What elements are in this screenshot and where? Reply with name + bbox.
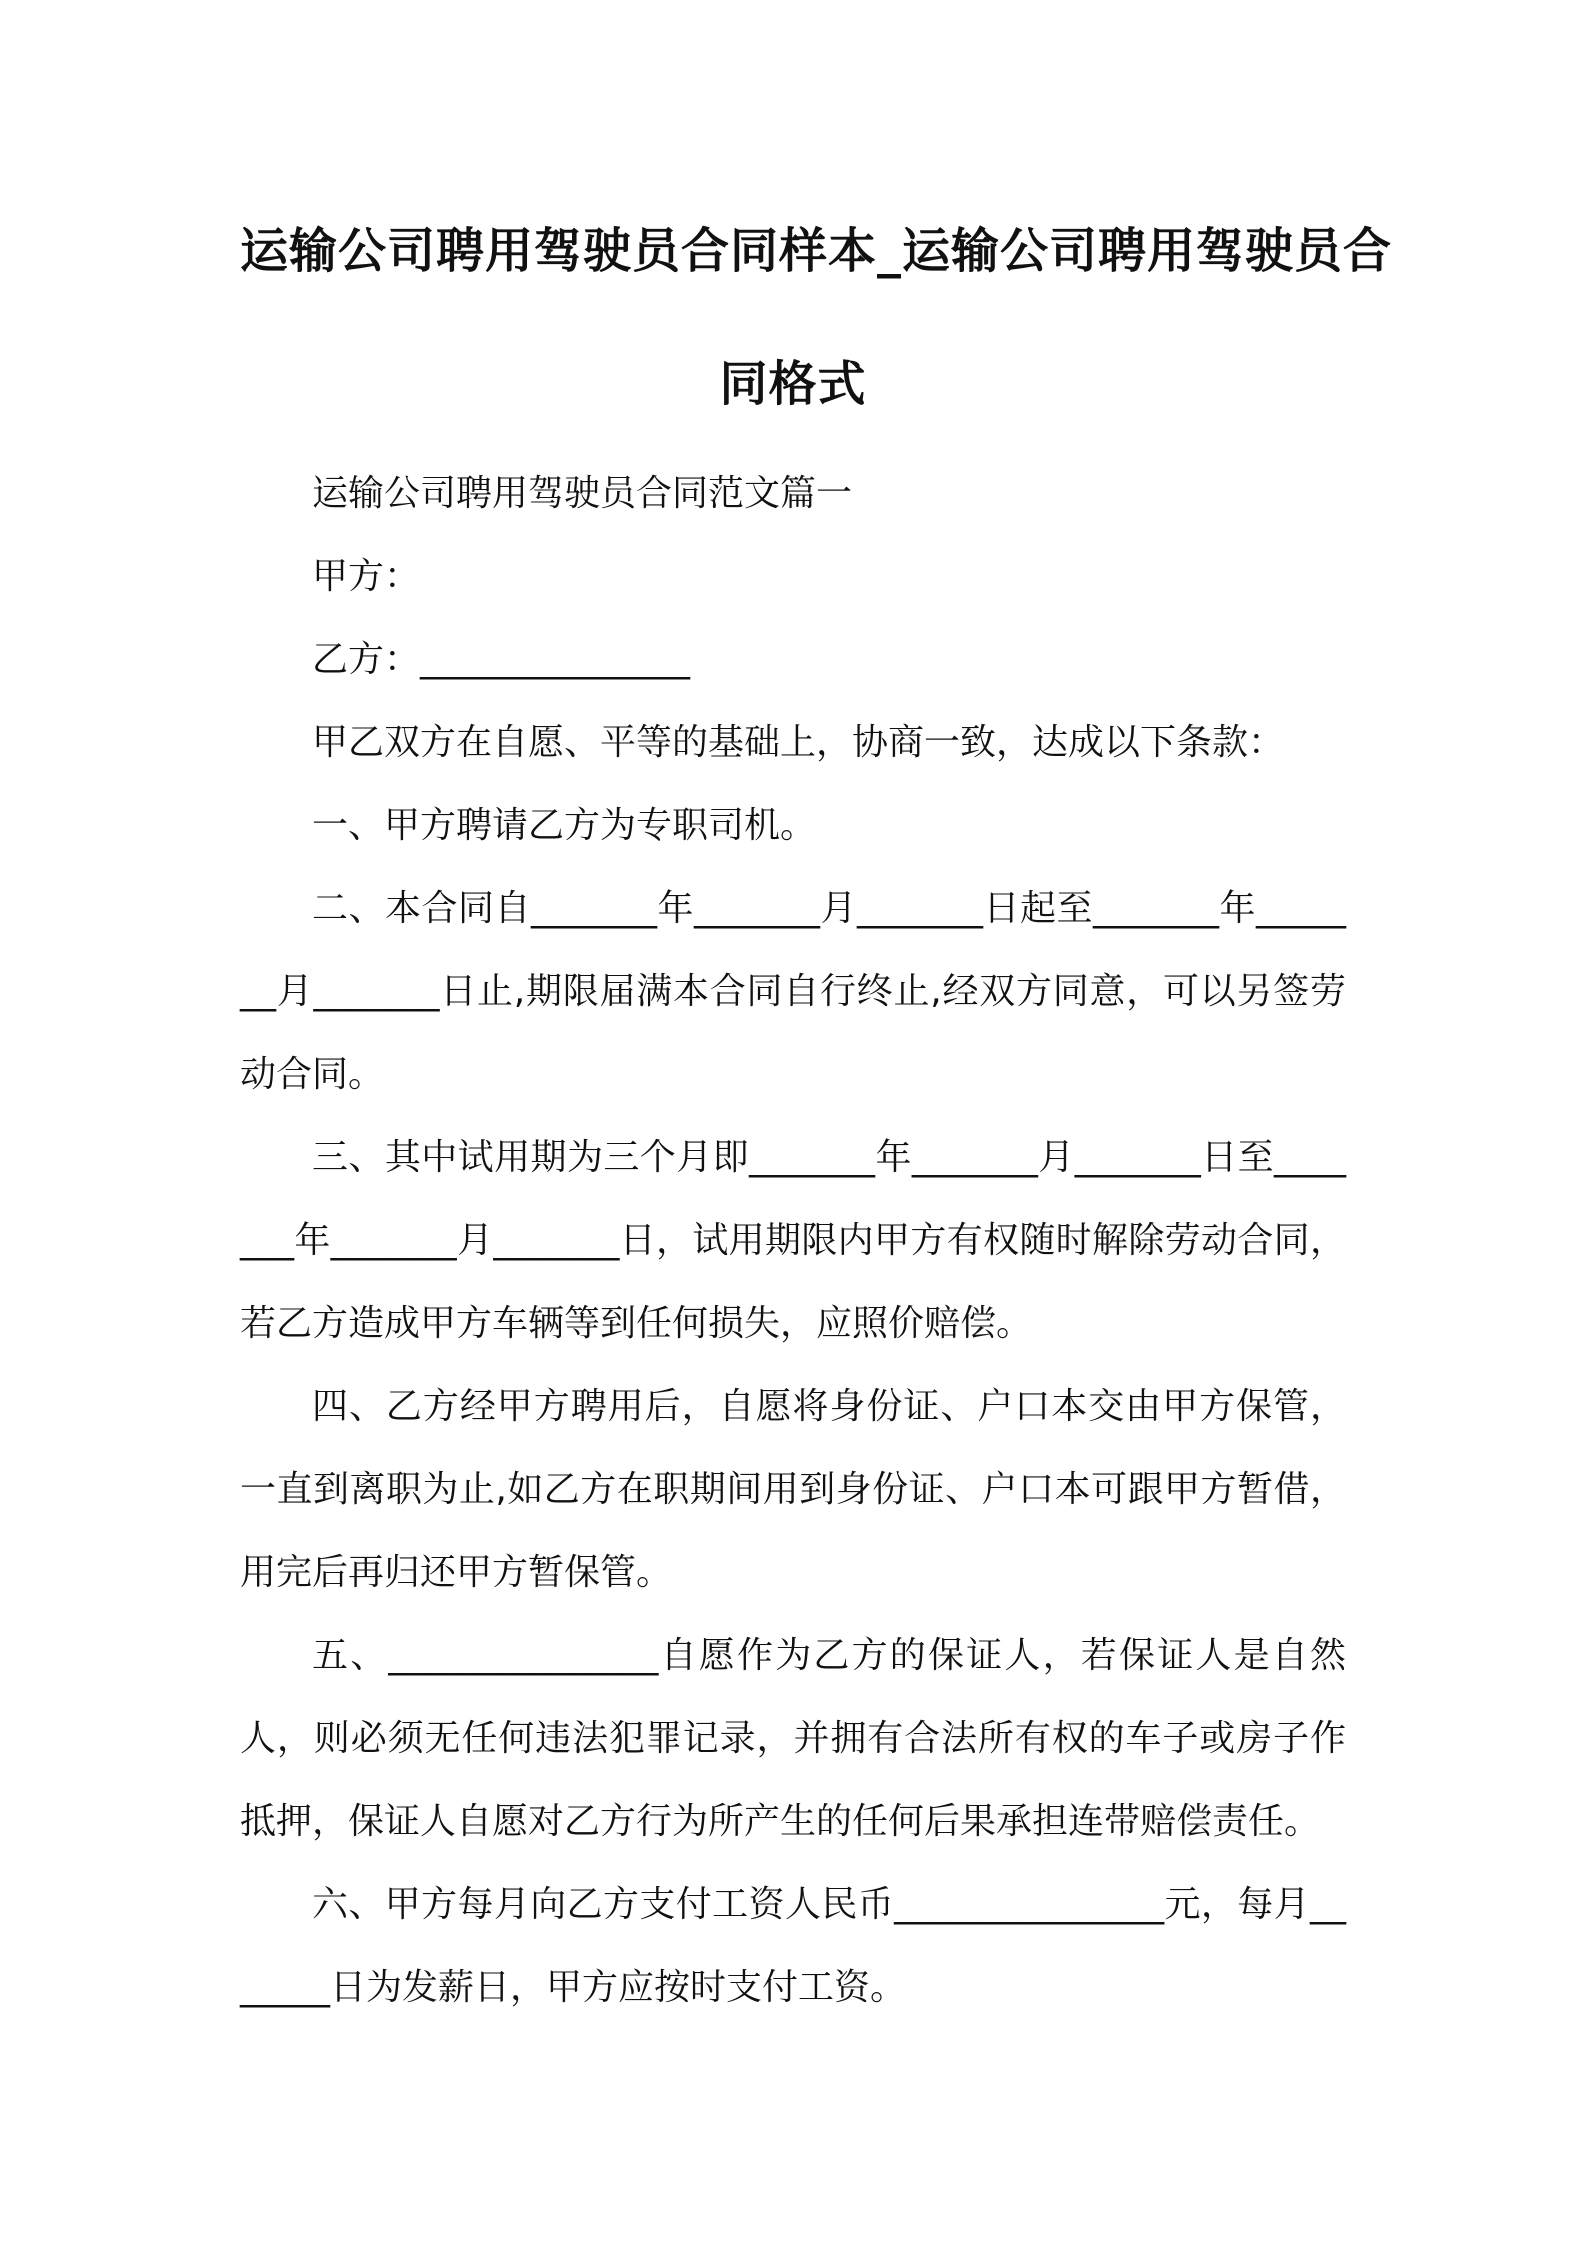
clause-4: 四、乙方经甲方聘用后，自愿将身份证、户口本交由甲方保管，一直到离职为止,如乙方在职期间用到身份证、户口本可跟甲方暂借，用完后再归还甲方暂保管。 (240, 1386, 1346, 1593)
preamble-paragraph: 甲乙双方在自愿、平等的基础上，协商一致，达成以下条款： (312, 722, 1285, 763)
document-body (240, 452, 1346, 2029)
clause-6: 六、甲方每月向乙方支付工资人民币_______________元，每月_______日为发薪日，甲方应按时支付工资。 (240, 1884, 1346, 2008)
clause-3: 三、其中试用期为三个月即_______年_______月_______日至_______年_______月_______日，试用期限内甲方有权随时解除劳动合同，若乙方造成甲方车辆等到任何损失，应照价赔偿。 (240, 1137, 1346, 1344)
document-title-line-1: 运输公司聘用驾驶员合同样本_运输公司聘用驾驶员合 (240, 223, 1393, 279)
section-heading: 运输公司聘用驾驶员合同范文篇一 (312, 473, 853, 514)
document-title-line-2: 同格式 (719, 356, 867, 412)
clause-2: 二、本合同自_______年_______月_______日起至_______年_______月_______日止,期限届满本合同自行终止,经双方同意，可以另签劳动合同。 (240, 888, 1346, 1095)
party-b-line: 乙方：_______________ (312, 639, 691, 680)
clause-1: 一、甲方聘请乙方为专职司机。 (312, 805, 817, 846)
party-a-line: 甲方： (312, 556, 421, 597)
clause-5: 五、_______________自愿作为乙方的保证人，若保证人是自然人，则必须无任何违法犯罪记录，并拥有合法所有权的车子或房子作抵押，保证人自愿对乙方行为所产生的任何后果承担连带赔偿责任。 (240, 1635, 1346, 1842)
